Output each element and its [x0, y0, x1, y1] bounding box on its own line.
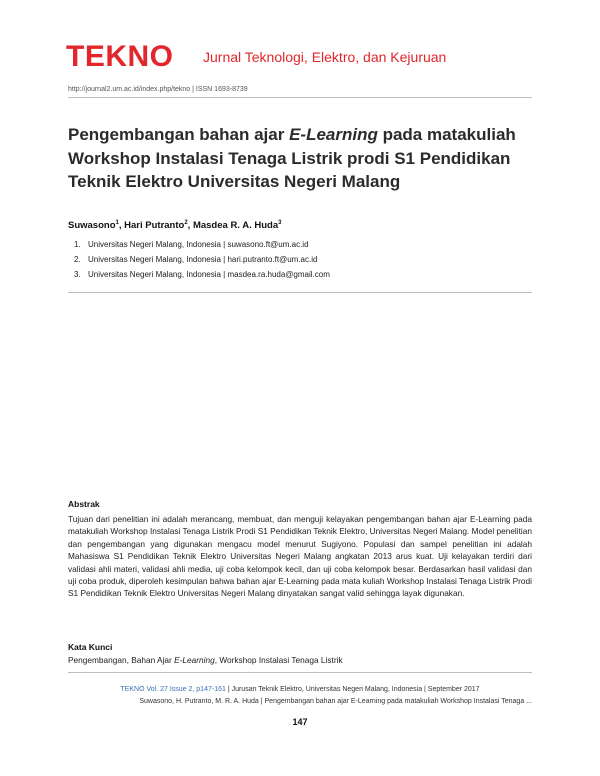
- keywords-italic: E-Learning: [174, 655, 215, 665]
- journal-name: Jurnal Teknologi, Elektro, dan Kejuruan: [203, 49, 447, 65]
- affiliation-item: [68, 237, 330, 252]
- affiliation-item: [68, 252, 330, 267]
- abstract-text: Tujuan dari penelitian ini adalah merancang, membuat, dan menguji kelayakan pengembangan bahan ajar E-Learning pada matakuliah Workshop Instalasi Tenaga Listrik Prodi S1 Pendidikan Teknik Elektro, Universitas Negeri Malang. Model penelitian dan pengembangan yang digunakan mengacu model menurut Sugiyono. Populasi dan sampel penelitian ini adalah Mahasiswa S1 Pendidikan Teknik Elektro Universitas Negeri Malang angkatan 2013 arus kuat. Uji kelayakan terdiri dari validasi ahli materi, validasi ahli media, uji coba kelompok kecil, dan uji coba kelompok besar. Berdasarkan hasil validasi dan uji coba produk, diperoleh kesimpulan bahwa bahan ajar E-Learning pada mata kuliah Workshop Instalasi Tenaga Listrik Prodi S1 Pendidikan Teknik Elektro Universitas Negeri Malang dinyatakan sangat valid sehingga layak digunakan.: [68, 514, 532, 599]
- affiliation-text: Universitas Negeri Malang, Indonesia | suwasono.ft@um.ac.id: [88, 240, 309, 249]
- keywords-heading: Kata Kunci: [68, 642, 113, 652]
- affiliation-item: [68, 267, 330, 282]
- page-number: 147: [292, 717, 308, 727]
- footer-divider: [68, 672, 532, 673]
- author-superscript: 3: [278, 220, 282, 226]
- affiliation-number: 3.: [74, 270, 81, 279]
- author-name: Suwasono: [68, 220, 116, 232]
- affiliation-list: [68, 237, 330, 282]
- keywords-text: [68, 656, 343, 664]
- affiliation-number: 2.: [74, 255, 81, 264]
- title-part1: Pengembangan bahan ajar: [68, 125, 290, 144]
- title-part2: pada matakuliah Workshop Instalasi Tenaga Listrik prodi S1 Pendidikan Teknik Elektro Universitas Negeri Malang: [68, 125, 516, 191]
- journal-logo: TEKNO: [66, 40, 174, 73]
- citation-highlight: TEKNO Vol. 27 Issue 2, p147-161: [120, 686, 226, 693]
- author-name: Hari Putranto: [124, 220, 185, 232]
- affiliation-text: Universitas Negeri Malang, Indonesia | masdea.ra.huda@gmail.com: [88, 270, 330, 279]
- keywords-part1: Pengembangan, Bahan Ajar: [68, 655, 175, 665]
- header-divider: [68, 97, 532, 98]
- affiliation-divider: [68, 292, 532, 293]
- article-title: [68, 123, 538, 194]
- author-superscript: 1: [115, 220, 119, 226]
- author-superscript: 2: [184, 220, 188, 226]
- running-head: Suwasono, H. Putranto, M. R. A. Huda | Pengembangan bahan ajar E-Learning pada matakuliah Workshop Instalasi Tenaga ...: [139, 698, 532, 705]
- keywords-part2: , Workshop Instalasi Tenaga Listrik: [214, 655, 343, 665]
- citation-line: [0, 686, 600, 693]
- author-name: Masdea R. A. Huda: [192, 220, 279, 232]
- affiliation-number: 1.: [74, 240, 81, 249]
- affiliation-text: Universitas Negeri Malang, Indonesia | hari.putranto.ft@um.ac.id: [88, 255, 318, 264]
- citation-rest: | Jurusan Teknik Elektro, Universitas Negeri Malang, Indonesia | September 2017: [225, 686, 480, 693]
- title-italic: E-Learning: [289, 125, 378, 144]
- author-list: Suwasono$^1$, Hari Putranto$^2$, Masdea R. A. Huda$^3$: [68, 220, 282, 232]
- journal-url-issn[interactable]: http://journal2.um.ac.id/index.php/tekno | ISSN 1693-8739: [68, 86, 248, 93]
- abstract-heading: Abstrak: [68, 499, 100, 509]
